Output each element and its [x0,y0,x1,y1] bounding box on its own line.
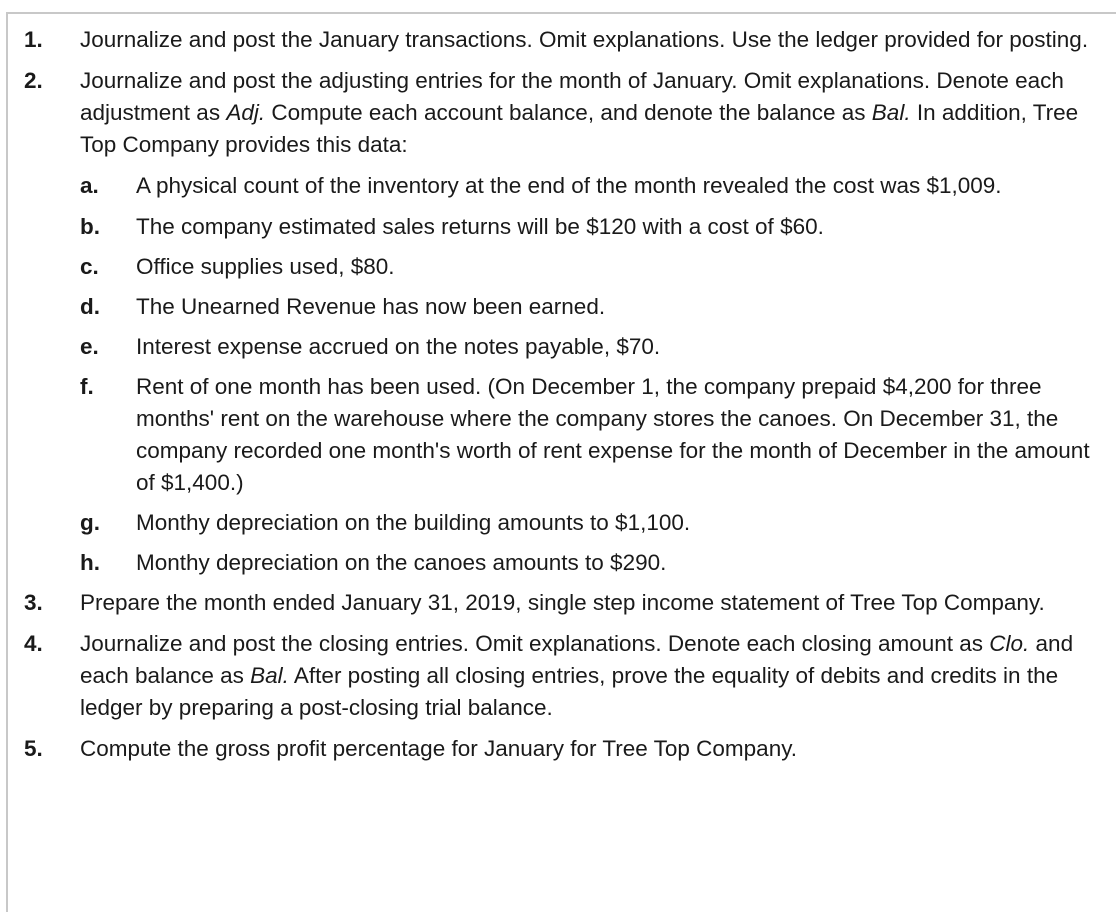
item-text: Journalize and post the January transactions. Omit explanations. Use the ledger provided for posting. [80,27,1089,52]
sub-item-text: A physical count of the inventory at the end of the month revealed the cost was $1,009. [136,173,1002,198]
list-item-2 [24,65,1114,161]
item-number: 1. [24,27,43,52]
adj-term: Adj. [226,100,266,125]
sub-item-letter: d. [80,294,100,319]
clo-term: Clo. [989,631,1030,656]
item-text: Compute the gross profit percentage for January for Tree Top Company. [80,736,798,761]
sub-item-text: Monthy depreciation on the canoes amounts to $290. [136,550,667,575]
sub-item-g [24,507,1114,539]
sub-item-text: Monthy depreciation on the building amounts to $1,100. [136,510,691,535]
item-text: Prepare the month ended January 31, 2019, single step income statement of Tree Top Company. [80,590,1045,615]
item-text-part: and each balance as [80,631,1074,688]
sub-item-letter: g. [80,510,100,535]
sub-item-text: Office supplies used, $80. [136,254,395,279]
sub-item-f [24,371,1114,499]
item-number: 4. [24,631,43,656]
item-text-part: Compute each account balance, and denote the balance as [265,100,872,125]
sub-item-letter: a. [80,173,99,198]
bal-term: Bal. [871,100,911,125]
sub-item-letter: c. [80,254,99,279]
item-text-part: After posting all closing entries, prove the equality of debits and credits in the ledger by preparing a post-closing trial balance. [80,663,1059,720]
item-text-part: Journalize and post the closing entries. Omit explanations. Denote each closing amount as [80,631,990,656]
item-number: 5. [24,736,43,761]
sub-item-letter: b. [80,214,100,239]
instruction-list [24,24,1114,765]
list-item-1 [24,24,1114,56]
sub-item-letter: e. [80,334,99,359]
sub-item-c [24,251,1114,283]
bal-term: Bal. [250,663,289,688]
sub-item-letter: f. [80,374,94,399]
item-number: 3. [24,590,43,615]
sub-item-d [24,291,1114,323]
sub-item-text: The Unearned Revenue has now been earned. [136,294,606,319]
item-text-part: In addition, Tree Top Company provides this data: [80,100,1079,157]
item-number: 2. [24,68,43,93]
sub-item-b [24,211,1114,243]
sub-item-text: Interest expense accrued on the notes payable, $70. [136,334,661,359]
sub-item-text: Rent of one month has been used. (On December 1, the company prepaid $4,200 for three months' rent on the warehouse where the company stores the canoes. On December 31, the company recorded one month's worth of rent expense for the month of December in the amount of $1,400.) [136,374,1090,495]
sub-item-a [24,170,1114,202]
list-item-3 [24,587,1114,619]
list-item-4 [24,628,1114,724]
list-item-5 [24,733,1114,765]
item-text-part: Journalize and post the adjusting entries for the month of January. Omit explanations. Denote each adjustment as [80,68,1064,125]
sub-item-text: The company estimated sales returns will be $120 with a cost of $60. [136,214,824,239]
sub-item-h [24,547,1114,579]
sub-item-letter: h. [80,550,100,575]
sub-item-e [24,331,1114,363]
